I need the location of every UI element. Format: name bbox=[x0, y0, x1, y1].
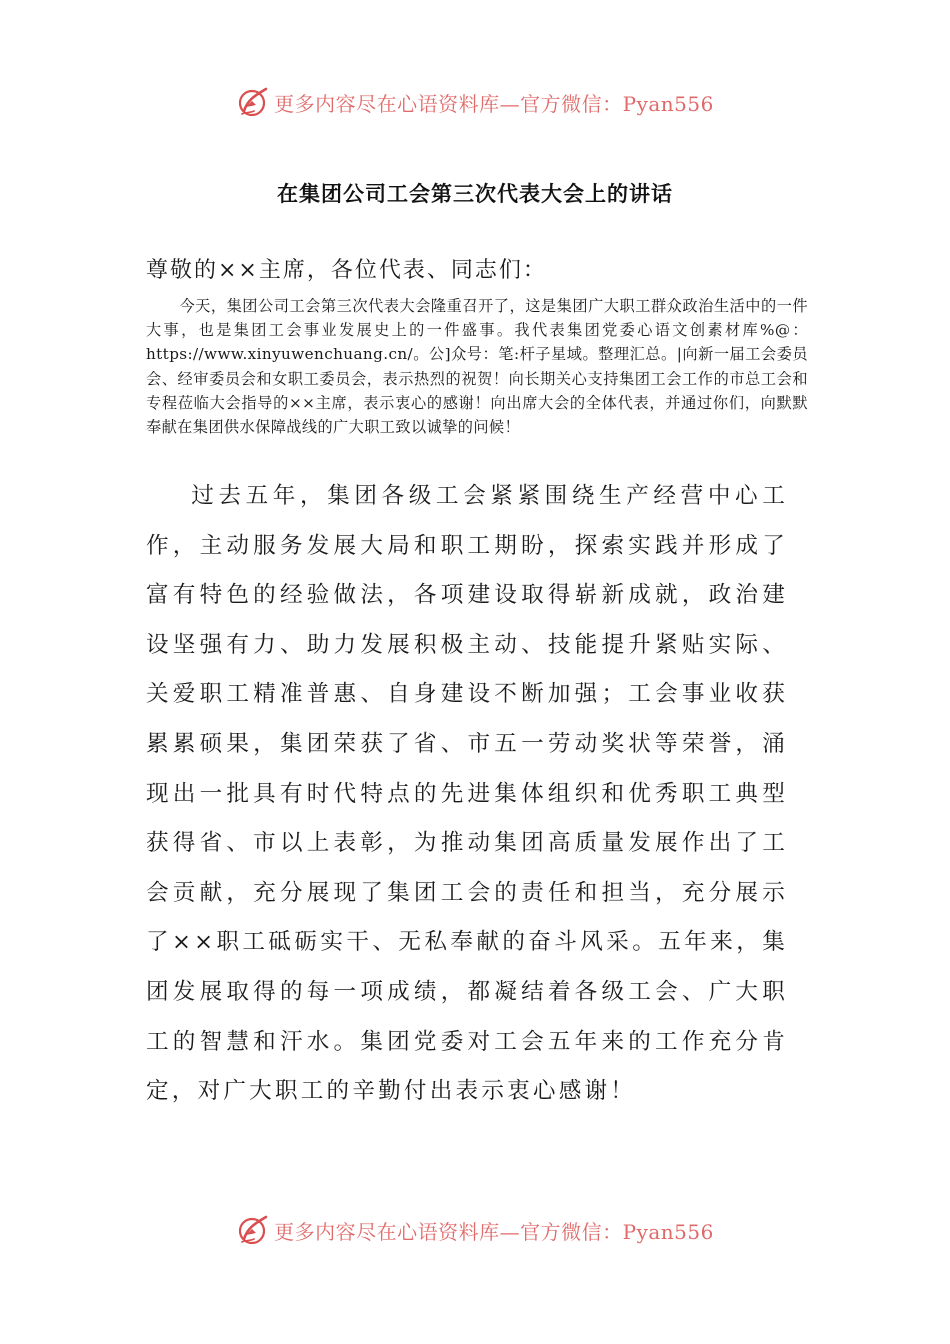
body-paragraph: 过去五年，集团各级工会紧紧围绕生产经营中心工作，主动服务发展大局和职工期盼，探索实践并形成了富有特色的经验做法，各项建设取得崭新成就，政治建设坚强有力、助力发展积极主动、技能提升紧贴实际、关爱职工精准普惠、自身建设不断加强；工会事业收获累累硕果，集团荣获了省、市五一劳动奖状等荣誉，涌现出一批具有时代特点的先进集体组织和优秀职工典型获得省、市以上表彰，为推动集团高质量发展作出了工会贡献，充分展现了集团工会的责任和担当，充分展示了××职工砥砺实干、无私奉献的奋斗风采。五年来，集团发展取得的每一项成绩，都凝结着各级工会、广大职工的智慧和汗水。集团党委对工会五年来的工作充分肯定，对广大职工的辛勤付出表示衷心感谢！ bbox=[146, 483, 788, 1105]
pen-swirl-logo-icon bbox=[236, 1213, 270, 1247]
document-title: 在集团公司工会第三次代表大会上的讲话 bbox=[277, 182, 673, 206]
footer-banner bbox=[0, 1208, 950, 1252]
pen-swirl-logo-icon bbox=[236, 85, 270, 119]
salutation: 尊敬的××主席，各位代表、同志们： bbox=[146, 258, 547, 283]
intro-paragraph: 今天，集团公司工会第三次代表大会隆重召开了，这是集团广大职工群众政治生活中的一件大事，也是集团工会事业发展史上的一件盛事。我代表集团党委心语文创素材库%@：https://www.xinyuwenchuang.cn/。公]众号：笔:杆子星域。整理汇总。|向新一届工会委员会、经审委员会和女职工委员会，表示热烈的祝贺！向长期关心支持集团工会工作的市总工会和专程莅临大会指导的××主席，表示衷心的感谢！向出席大会的全体代表，并通过你们，向默默奉献在集团供水保障战线的广大职工致以诚挚的问候！ bbox=[146, 297, 808, 437]
footer-banner-text: 更多内容尽在心语资料库—官方微信：Pyan556 bbox=[274, 1219, 714, 1244]
header-banner bbox=[0, 80, 950, 124]
header-banner-text: 更多内容尽在心语资料库—官方微信：Pyan556 bbox=[274, 91, 714, 116]
